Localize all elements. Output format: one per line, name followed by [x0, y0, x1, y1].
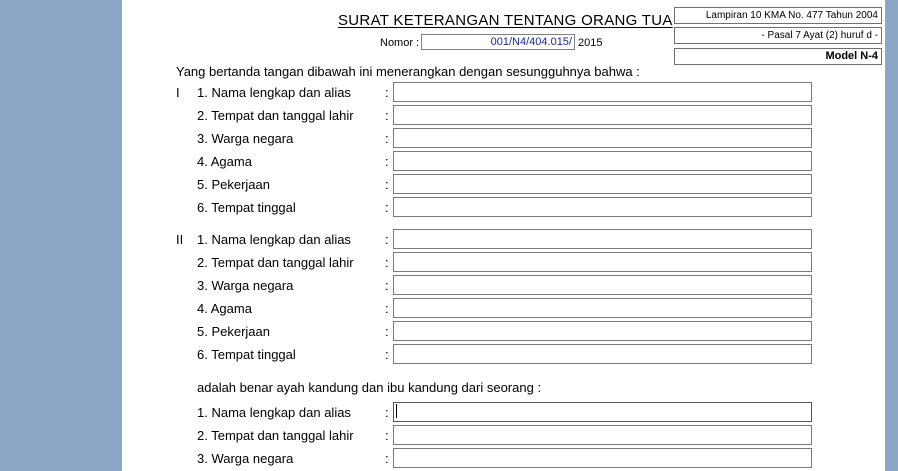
- s3-colon-warga: :: [385, 451, 389, 466]
- s3-label-warga: 3. Warga negara: [197, 451, 294, 466]
- s2-label-warga: 3. Warga negara: [197, 278, 294, 293]
- reference-model: Model N-4: [674, 48, 882, 65]
- s3-colon-ttl: :: [385, 428, 389, 443]
- s2-colon-ttl: :: [385, 255, 389, 270]
- reference-pasal: - Pasal 7 Ayat (2) huruf d -: [674, 27, 882, 44]
- s1-label-ttl: 2. Tempat dan tanggal lahir: [197, 108, 354, 123]
- s3-colon-nama: :: [385, 405, 389, 420]
- s2-colon-tinggal: :: [385, 347, 389, 362]
- s3-ttl-input[interactable]: [393, 425, 812, 445]
- s1-nama-input[interactable]: [393, 82, 812, 102]
- s1-colon-pekerjaan: :: [385, 177, 389, 192]
- s1-label-warga: 3. Warga negara: [197, 131, 294, 146]
- s1-colon-nama: :: [385, 85, 389, 100]
- s2-pekerjaan-input[interactable]: [393, 321, 812, 341]
- s1-colon-ttl: :: [385, 108, 389, 123]
- s1-agama-input[interactable]: [393, 151, 812, 171]
- s1-label-nama: 1. Nama lengkap dan alias: [197, 85, 351, 100]
- child-statement-text: adalah benar ayah kandung dan ibu kandung dari seorang :: [197, 380, 542, 395]
- s1-pekerjaan-input[interactable]: [393, 174, 812, 194]
- reference-lampiran: Lampiran 10 KMA No. 477 Tahun 2004: [674, 7, 882, 24]
- s1-label-agama: 4. Agama: [197, 154, 252, 169]
- form-title: SURAT KETERANGAN TENTANG ORANG TUA: [338, 12, 673, 29]
- s2-label-nama: 1. Nama lengkap dan alias: [197, 232, 351, 247]
- section-1-roman: I: [176, 85, 180, 100]
- s1-ttl-input[interactable]: [393, 105, 812, 125]
- s2-ttl-input[interactable]: [393, 252, 812, 272]
- section-2-roman: II: [176, 232, 184, 247]
- nomor-input[interactable]: 001/N4/404.015/: [421, 34, 575, 50]
- s3-label-ttl: 2. Tempat dan tanggal lahir: [197, 428, 354, 443]
- s1-warga-input[interactable]: [393, 128, 812, 148]
- s1-label-tinggal: 6. Tempat tinggal: [197, 200, 296, 215]
- s2-nama-input[interactable]: [393, 229, 812, 249]
- right-background-strip: [885, 0, 898, 471]
- s1-tinggal-input[interactable]: [393, 197, 812, 217]
- s2-label-tinggal: 6. Tempat tinggal: [197, 347, 296, 362]
- s2-label-agama: 4. Agama: [197, 301, 252, 316]
- s1-colon-tinggal: :: [385, 200, 389, 215]
- s1-colon-agama: :: [385, 154, 389, 169]
- s2-colon-warga: :: [385, 278, 389, 293]
- s2-tinggal-input[interactable]: [393, 344, 812, 364]
- nomor-year: 2015: [578, 37, 603, 49]
- s2-label-pekerjaan: 5. Pekerjaan: [197, 324, 270, 339]
- s3-label-nama: 1. Nama lengkap dan alias: [197, 405, 351, 420]
- s1-colon-warga: :: [385, 131, 389, 146]
- nomor-label: Nomor :: [380, 37, 420, 49]
- s2-label-ttl: 2. Tempat dan tanggal lahir: [197, 255, 354, 270]
- s2-colon-agama: :: [385, 301, 389, 316]
- s3-warga-input[interactable]: [393, 448, 812, 468]
- s2-warga-input[interactable]: [393, 275, 812, 295]
- s2-colon-pekerjaan: :: [385, 324, 389, 339]
- s2-colon-nama: :: [385, 232, 389, 247]
- s2-agama-input[interactable]: [393, 298, 812, 318]
- s3-nama-input[interactable]: [393, 402, 812, 422]
- text-caret: [396, 404, 397, 418]
- intro-text: Yang bertanda tangan dibawah ini menerangkan dengan sesungguhnya bahwa :: [176, 64, 640, 79]
- s1-label-pekerjaan: 5. Pekerjaan: [197, 177, 270, 192]
